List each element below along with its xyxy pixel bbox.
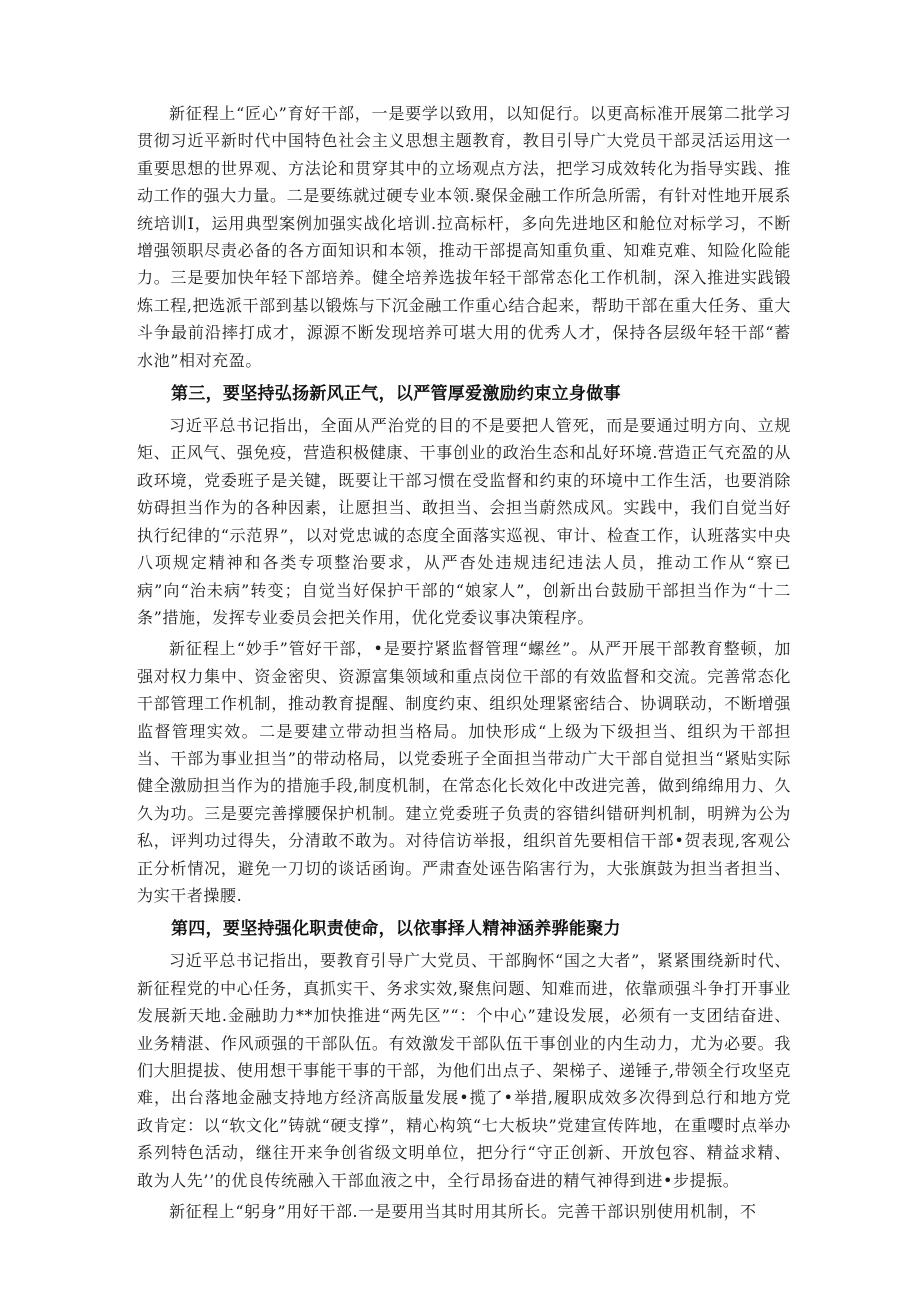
- section-heading-three: 第三，要坚持弘扬新风正气，以严管厚爱激励约束立身做事: [171, 384, 621, 405]
- paragraph-responsibility-mission: 习近平总书记指出，要教育引导广大党员、干部胸怀“国之大者”，紧紧围绕新时代、新征程党的中心任务，真抓实干、务求实效,聚焦问题、知难而进，依靠顽强斗争打开事业发展新天地.金融助力**加快推进“两先区”“：个中心”建设发展，必须有一支团结奋进、业务精湛、作风顽强的干部队伍。有效激发干部队伍干事创业的内生动力，尤为必要。我们大胆提拔、使用想干事能干事的干部，为他们出点子、架梯子、递锤子,带领全行攻坚克难，出台落地金融支持地方经济高版量发展•揽了•举措,履职成效多次得到总行和地方党政肯定：以“软文化”铸就“硬支撑”，精心构筑“七大板块”党建宣传阵地，在重嘤时点举办系列特色活动，继往开来争创省级文明单位，把分行“守正创新、开放包容、精益求精、敢为人先’’的优良传统融入干部血液之中，全行昂扬奋进的精气神得到进•步提振。: [137, 951, 791, 1190]
- paragraph-manage-cadres: 新征程上“妙手”管好干部，•是要拧紧监督管理“螺丝”。从严开展干部教育整顿，加强对权力集中、资金密臾、资源富集领域和重点岗位干部的有效监督和交流。完善常态化干部管理工作机制，推动教育提醒、制度约束、组织处理紧密结合、协调联动，不断增强监督管理实效。二是要建立带动担当格局。加快形成“上级为下级担当、组织为干部担当、干部为事业担当”的带动格局，以党委班子全面担当带动广大干部自觉担当“紧贴实际健全激励担当作为的措施手段,制度机制，在常态化长效化中改进完善，做到绵绵用力、久久为功。三是要完善撑腰保护机制。建立党委班子负责的容错纠错研判机制，明辨为公为私，评判功过得失，分清敢不敢为。对待信访举报，组织首先要相信干部•贺表现,客观公正分析情况，避免一刀切的谈话函询。严肃查处诬告陷害行为，大张旗鼓为担当者担当、为实干者操腰.: [137, 639, 791, 905]
- paragraph-strict-governance: 习近平总书记指出，全面从严治党的目的不是要把人管死，而是要通过明方向、立规矩、正风气、强免疫，营造积极健康、干事创业的政治生态和乩好环境.营造正气充盈的从政环境，党委班子是关键，既要让干部习惯在受监督和约束的环境中工作生活，也要消除妨碍担当作为的各种因素，让愿担当、敢担当、会担当蔚然成风。实践中，我们自觉当好执行纪律的“示范界”，以对党忠诚的态度全面落实巡视、审计、检查工作，认班落实中央八项规定精神和各类专项整治要求，从严杳处违规违纪违法人员，推动工作从“察已病”向“治未病”转变；自觉当好保护干部的“娘家人”，创新出台鼓励干部担当作为“十二条”措施，发挥专业委员会把关作用，优化党委议事决策程序。: [137, 416, 791, 627]
- section-heading-four: 第四，要坚持强化职责使命，以依事择人精神涵养骅能聚力: [171, 919, 621, 940]
- paragraph-cultivate-cadres: 新征程上“匠心”育好干部，一是要学以致用，以知促行。以更高标准开展第二批学习贯彻习近平新时代中国特色社会主义思想主题教育，教目引导广大党员干部灵活运用这一重要思想的世界观、方法论和贯穿其中的立场观点方法，把学习成效转化为指导实践、推动工作的强大力量。二是要练就过硬专业本领.聚保金融工作所急所需，有针对性地开展系统培训I，运用典型案例加强实战化培训.拉高标杆，多向先进地区和舱位对标学习，不断增强领职尽责必备的各方面知识和本领，推动干部提高知重负重、知难克难、知险化险能力。三是要加快年轻下部培养。健全培养选拔年轻干部常态化工作机制，深入推进实践锻炼工程,把选派干部到基以锻炼与下沉金融工作重心结合起来，帮助干部在重大任务、重大斗争最前沿摔打成才，源源不断发现培养可堪大用的优秀人才，保持各层级年轻干部“蓄水池”相对充盈。: [137, 104, 791, 370]
- document-body: [137, 100, 791, 1225]
- paragraph-use-cadres: 新征程上“躬身”用好干部.一是要用当其时用其所长。完善干部识别使用机制，不: [169, 1202, 757, 1222]
